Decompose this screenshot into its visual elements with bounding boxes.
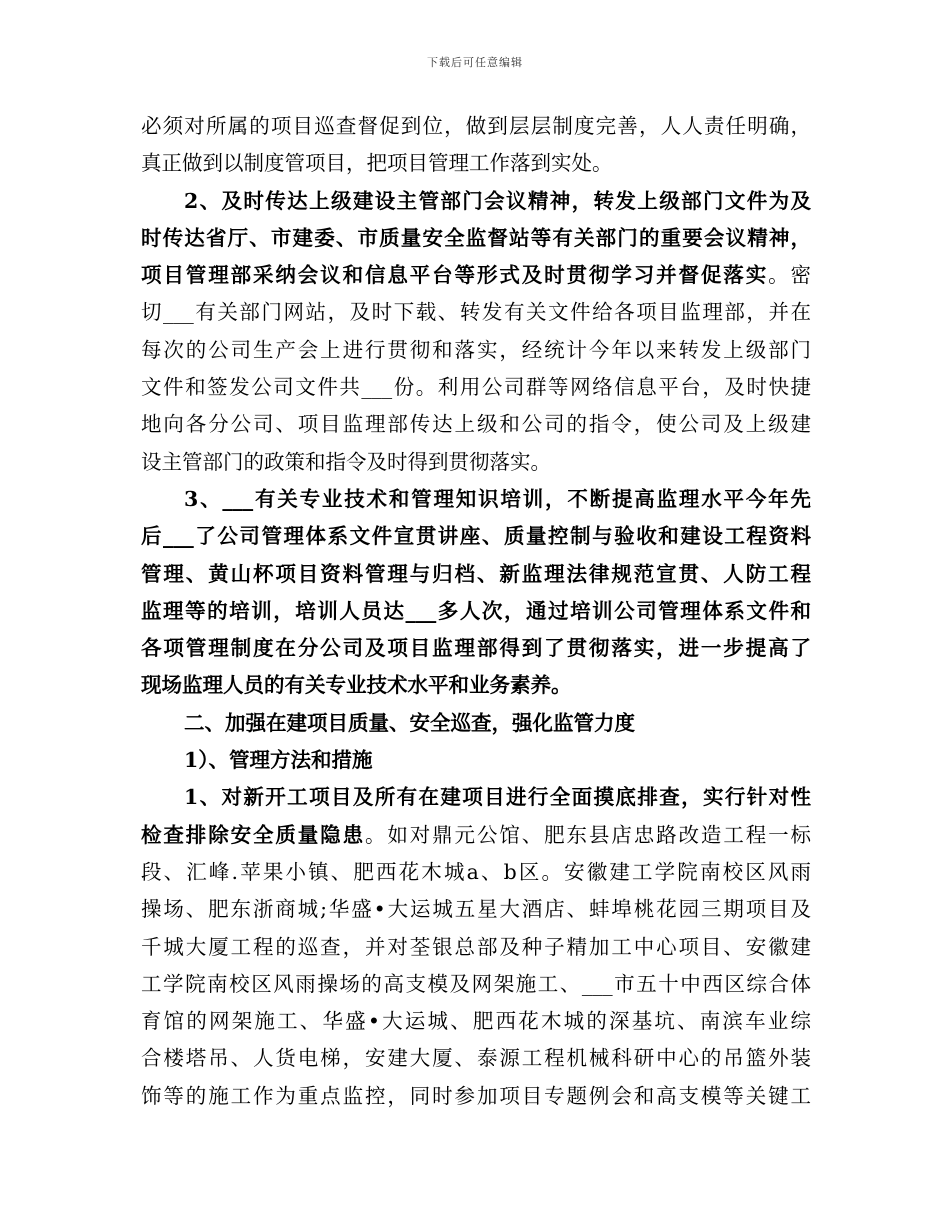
text-segment: 切___有关部门网站，及时下载、转发有关文件给各项目监理部，并在 [141,300,811,325]
bold-text-segment: 检查排除安全质量隐患 [141,822,365,847]
text-line [141,518,811,555]
text-line [141,705,811,742]
text-line [141,779,811,816]
text-segment: 每次的公司生产会上进行贯彻和落实，经统计今年以来转发上级部门 [141,337,811,362]
text-segment: 设主管部门的政策和指令及时得到贯彻落实。 [141,449,551,474]
text-line [141,556,811,593]
bold-text-segment: 后___了公司管理体系文件宣贯讲座、质量控制与验收和建设工程资料 [141,524,811,549]
text-segment: 真正做到以制度管项目，把项目管理工作落到实处。 [141,151,613,176]
text-line [141,854,811,891]
text-line [141,220,811,257]
text-segment: 必须对所属的项目巡查督促到位，做到层层制度完善，人人责任明确， [141,114,811,138]
text-line [141,593,811,630]
text-line [141,369,811,406]
text-segment: 。如对鼎元公馆、肥东县店忠路改造工程一标 [364,822,811,847]
text-line [141,630,811,667]
text-line [141,966,811,1003]
bold-text-segment: 二、加强在建项目质量、安全巡查，强化监管力度 [184,710,635,735]
text-segment: 千城大厦工程的巡查，并对荃银总部及种子精加工中心项目、安徽建 [141,934,811,959]
text-line [141,481,811,518]
bold-text-segment: 各项管理制度在分公司及项目监理部得到了贯彻落实，进一步提高了 [141,636,811,661]
text-line [141,444,811,481]
bold-text-segment: 2、及时传达上级建设主管部门会议精神，转发上级部门文件为及 [184,188,811,213]
text-line [141,145,811,182]
text-segment: 文件和签发公司文件共___份。利用公司群等网络信息平台，及时快捷 [141,375,811,400]
text-segment: 操场、肥东浙商城;华盛•大运城五星大酒店、蚌埠桃花园三期项目及 [141,897,811,922]
text-segment: 育馆的网架施工、华盛•大运城、肥西花木城的深基坑、南滨车业综 [141,1009,811,1034]
text-line [141,742,811,779]
text-line [141,1078,811,1115]
document-body [141,108,811,1115]
text-line [141,257,811,294]
bold-text-segment: 1）、管理方法和措施 [184,748,373,773]
bold-text-segment: 现场监理人员的有关专业技术水平和业务素养。 [141,673,572,698]
text-line [141,667,811,704]
bold-text-segment: 1、对新开工项目及所有在建项目进行全面摸底排查，实行针对性 [184,785,811,810]
text-line [141,294,811,331]
text-segment: 饰等的施工作为重点监控，同时参加项目专题例会和高支模等关键工 [141,1083,811,1108]
bold-text-segment: 3、___有关专业技术和管理知识培训，不断提高监理水平今年先 [184,486,811,511]
text-line [141,332,811,369]
text-line [141,1003,811,1040]
text-segment: 工学院南校区风雨操场的高支模及网架施工、___市五十中西区综合体 [141,971,811,996]
text-segment: 合楼塔吊、人货电梯，安建大厦、泰源工程机械科研中心的吊篮外装 [141,1046,811,1071]
bold-text-segment: 管理、黄山杯项目资料管理与归档、新监理法律规范宣贯、人防工程 [141,561,811,586]
text-line [141,929,811,966]
bold-text-segment: 监理等的培训，培训人员达___多人次，通过培训公司管理体系文件和 [141,598,811,623]
text-segment: 地向各分公司、项目监理部传达上级和公司的指令，使公司及上级建 [141,412,811,437]
text-line [141,817,811,854]
text-line [141,891,811,928]
text-line [141,1040,811,1077]
page-header: 下载后可任意编辑 [427,56,523,69]
text-line [141,183,811,220]
bold-text-segment: 时传达省厅、市建委、市质量安全监督站等有关部门的重要会议精神， [141,225,811,250]
text-line [141,108,811,145]
bold-text-segment: 项目管理部采纳会议和信息平台等形式及时贯彻学习并督促落实 [141,263,769,288]
text-segment: 段、汇峰.苹果小镇、肥西花木城a、b区。安徽建工学院南校区风雨 [141,859,811,884]
text-line [141,406,811,443]
text-segment: 。密 [768,263,811,288]
